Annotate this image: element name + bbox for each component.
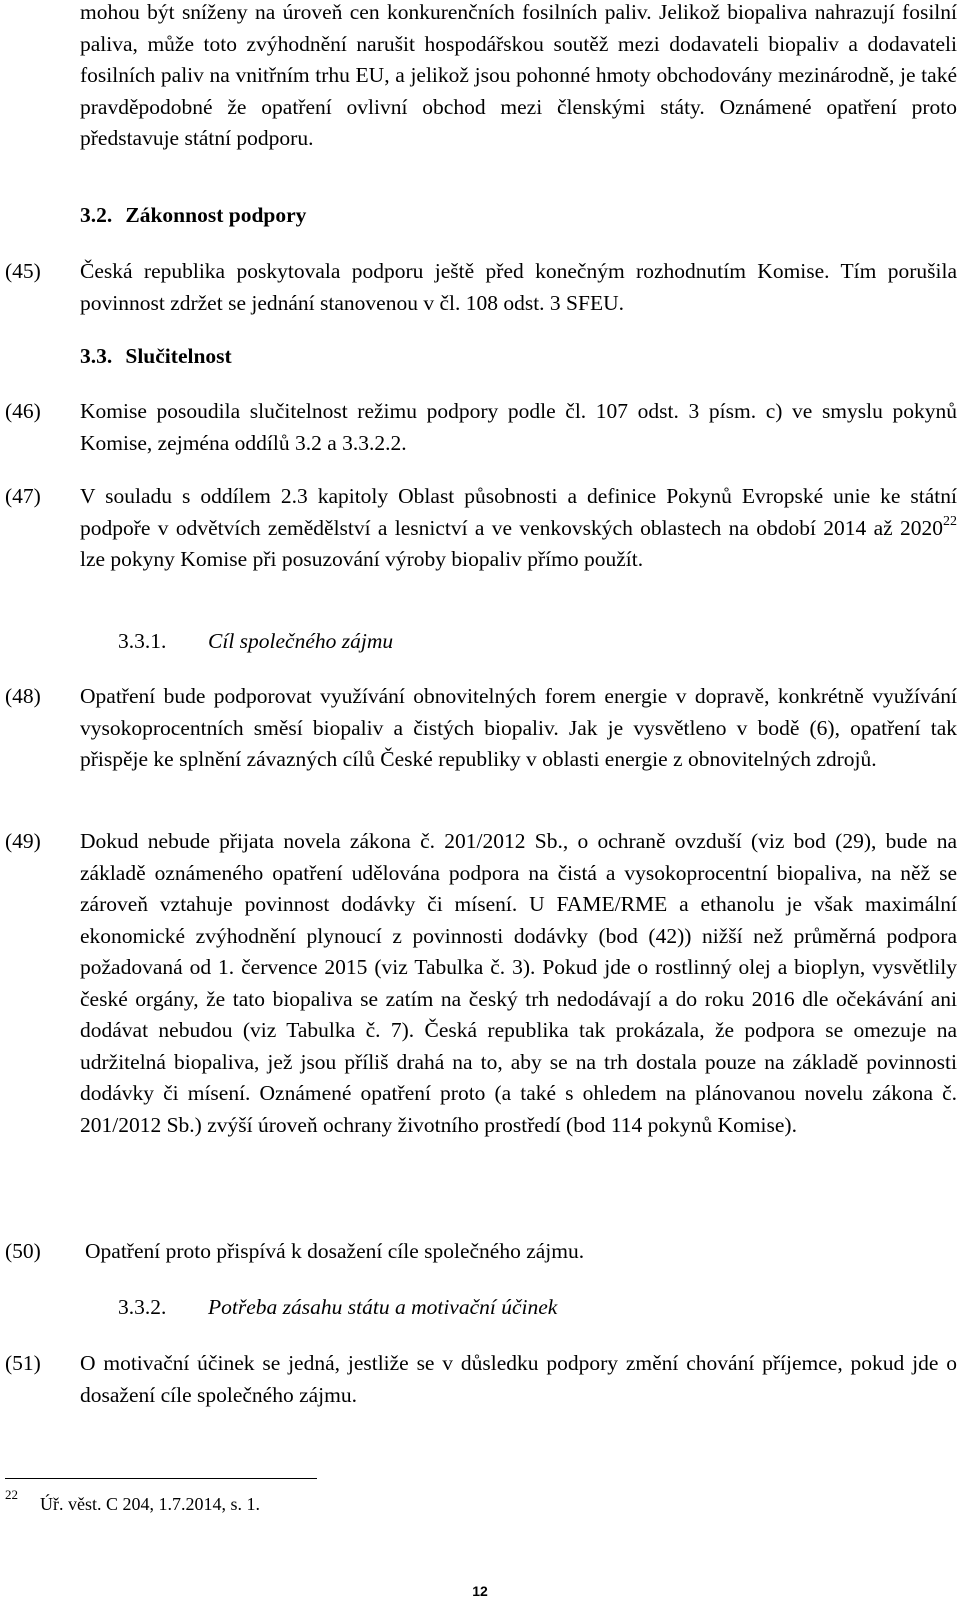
footnote-mark: 22 xyxy=(5,1487,18,1502)
section-title: Slučitelnost xyxy=(125,344,232,368)
paragraph-47-text-end: lze pokyny Komise při posuzování výroby biopaliv přímo použít. xyxy=(80,547,644,571)
footnote-text: Úř. věst. C 204, 1.7.2014, s. 1. xyxy=(40,1494,260,1514)
section-heading-3-2 xyxy=(80,200,306,232)
paragraph-number-47: (47) xyxy=(5,484,41,508)
section-heading-3-3 xyxy=(80,341,232,373)
paragraph-number-48: (48) xyxy=(5,684,41,708)
paragraph-47 xyxy=(80,481,957,576)
page-number: 12 xyxy=(472,1583,488,1599)
subsection-number: 3.3.2. xyxy=(118,1295,167,1319)
subsection-heading-3-3-1 xyxy=(118,626,393,658)
paragraph-48: Opatření bude podporovat využívání obnovitelných forem energie v dopravě, konkrétně využívání vysokoprocentních směsí biopaliv a čistých biopaliv. Jak je vysvětleno v bodě (6), opatření tak přispěje ke splnění závazných cílů České republiky v oblasti energie z obnovitelných zdrojů. xyxy=(80,684,957,771)
footnote-reference[interactable]: 22 xyxy=(943,513,957,529)
footnote-separator xyxy=(5,1478,317,1479)
section-title: Zákonnost podpory xyxy=(125,203,307,227)
section-number: 3.3. xyxy=(80,344,113,368)
paragraph-45: Česká republika poskytovala podporu ještě před konečným rozhodnutím Komise. Tím porušila povinnost zdržet se jednání stanovenou v čl. 108 odst. 3 SFEU. xyxy=(80,259,957,315)
section-number: 3.2. xyxy=(80,203,113,227)
paragraph-50: Opatření proto přispívá k dosažení cíle společného zájmu. xyxy=(85,1239,585,1263)
paragraph-number-45: (45) xyxy=(5,259,41,283)
paragraph-number-46: (46) xyxy=(5,399,41,423)
paragraph-number-51: (51) xyxy=(5,1351,41,1375)
intro-paragraph: mohou být sníženy na úroveň cen konkurenčních fosilních paliv. Jelikož biopaliva nahrazují fosilní paliva, může toto zvýhodnění narušit hospodářskou soutěž mezi dodavateli biopaliv a dodavateli fosilních paliv na vnitřním trhu EU, a jelikož jsou pohonné hmoty obchodovány mezinárodně, je také pravděpodobné že opatření ovlivní obchod mezi členskými státy. Oznámené opatření proto představuje státní podporu. xyxy=(80,0,957,150)
paragraph-46: Komise posoudila slučitelnost režimu podpory podle čl. 107 odst. 3 písm. c) ve smyslu pokynů Komise, zejména oddílů 3.2 a 3.3.2.2. xyxy=(80,399,957,455)
subsection-title: Cíl společného zájmu xyxy=(208,629,394,653)
subsection-number: 3.3.1. xyxy=(118,629,167,653)
paragraph-49: Dokud nebude přijata novela zákona č. 201/2012 Sb., o ochraně ovzduší (viz bod (29), bude na základě oznámeného opatření udělována podpora na čistá a vysokoprocentní biopaliva, na něž se zároveň vztahuje povinnost dodávky či mísení. U FAME/RME a ethanolu je však maximální ekonomické zvýhodnění plynoucí z povinnosti dodávky (bod (42)) nižší než průměrná podpora požadovaná od 1. července 2015 (viz Tabulka č. 3). Pokud jde o rostlinný olej a bioplyn, vysvětlily české orgány, že tato biopaliva se zatím na český trh nedodávají a do roku 2016 dle očekávání ani dodávat nebudou (viz Tabulka č. 7). Česká republika tak prokázala, že podpora se omezuje na udržitelná biopaliva, jež jsou příliš drahá na to, aby se na trh dostala pouze na základě povinnosti dodávky či mísení. Oznámené opatření proto (a také s ohledem na plánovanou novelu zákona č. 201/2012 Sb.) zvýší úroveň ochrany životního prostředí (bod 114 pokynů Komise). xyxy=(80,829,957,1137)
subsection-title: Potřeba zásahu státu a motivační účinek xyxy=(208,1295,558,1319)
paragraph-number-49: (49) xyxy=(5,829,41,853)
paragraph-47-text: V souladu s oddílem 2.3 kapitoly Oblast působnosti a definice Pokynů Evropské unie ke státní podpoře v odvětvích zemědělství a lesnictví a ve venkovských oblastech na období 2014 až 2020 xyxy=(80,484,957,540)
subsection-heading-3-3-2 xyxy=(118,1292,557,1324)
paragraph-51: O motivační účinek se jedná, jestliže se v důsledku podpory změní chování příjemce, pokud jde o dosažení cíle společného zájmu. xyxy=(80,1351,957,1407)
paragraph-number-50: (50) xyxy=(5,1239,41,1263)
